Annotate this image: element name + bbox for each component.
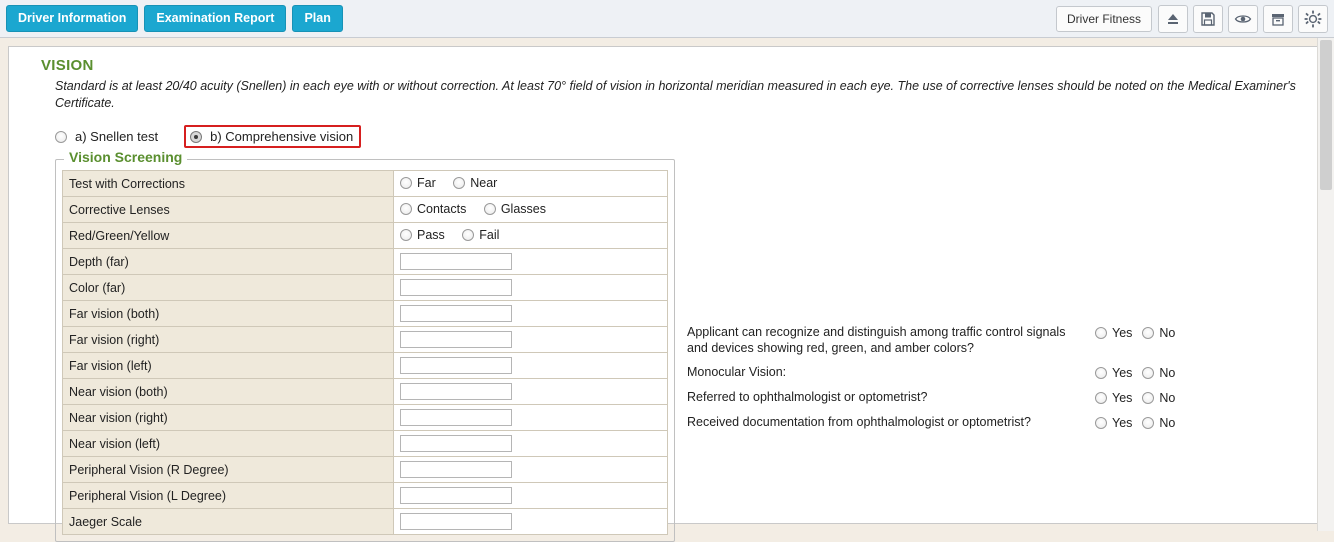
table-row xyxy=(63,483,668,509)
input-depth-far[interactable] xyxy=(400,253,512,270)
save-icon[interactable] xyxy=(1193,5,1223,33)
option-yes[interactable] xyxy=(1095,391,1132,405)
table-row xyxy=(63,457,668,483)
row-value xyxy=(394,275,668,301)
radio-no[interactable] xyxy=(1142,417,1154,429)
radio-snellen-test[interactable] xyxy=(55,131,67,143)
input-far-vision-both[interactable] xyxy=(400,305,512,322)
radio-no[interactable] xyxy=(1142,367,1154,379)
row-label: Near vision (left) xyxy=(63,431,394,457)
option-label: No xyxy=(1159,326,1176,340)
table-row xyxy=(63,353,668,379)
page-title: VISION xyxy=(41,57,94,74)
eject-icon[interactable] xyxy=(1158,5,1188,33)
tab-examination-report[interactable]: Examination Report xyxy=(144,5,286,32)
question-text: Applicant can recognize and distinguish among traffic control signals and devices showing red, green, and amber colors? xyxy=(687,325,1066,355)
table-row xyxy=(63,379,668,405)
radio-glasses[interactable] xyxy=(484,203,496,215)
question-options xyxy=(1095,325,1175,340)
row-value xyxy=(394,431,668,457)
table-row xyxy=(63,405,668,431)
table-row xyxy=(63,171,668,197)
vision-questions xyxy=(687,325,1227,439)
vertical-scrollbar[interactable] xyxy=(1317,38,1334,531)
vision-standard-note: Standard is at least 20/40 acuity (Snellen) in each eye with or without correction. At least 70° field of vision in horizontal meridian measured in each eye. The use of corrective lenses should be noted on the Medical Examiner's Certificate. xyxy=(55,79,1296,110)
option-label: Yes xyxy=(1112,415,1133,430)
option-far[interactable] xyxy=(400,176,436,190)
row-value xyxy=(394,483,668,509)
option-no[interactable] xyxy=(1142,366,1175,380)
row-label: Test with Corrections xyxy=(63,171,394,197)
option-label: Near xyxy=(470,175,498,190)
row-value xyxy=(394,353,668,379)
option-yes[interactable] xyxy=(1095,366,1132,380)
radio-near[interactable] xyxy=(453,177,465,189)
table-row xyxy=(63,327,668,353)
row-label: Depth (far) xyxy=(63,249,394,275)
option-label: Pass xyxy=(417,227,445,242)
vision-screening-fieldset xyxy=(55,149,675,542)
option-label: Yes xyxy=(1112,326,1133,340)
option-glasses[interactable] xyxy=(484,202,546,216)
row-label: Red/Green/Yellow xyxy=(63,223,394,249)
input-far-vision-left[interactable] xyxy=(400,357,512,374)
question-traffic-signals xyxy=(687,325,1227,356)
radio-fail[interactable] xyxy=(462,229,474,241)
row-value xyxy=(394,301,668,327)
option-label: No xyxy=(1159,415,1176,430)
label-comprehensive-vision: b) Comprehensive vision xyxy=(210,129,354,145)
option-label: No xyxy=(1159,366,1176,381)
option-no[interactable] xyxy=(1142,326,1175,340)
question-referred-ophthalmologist xyxy=(687,390,1227,406)
input-near-vision-both[interactable] xyxy=(400,383,512,400)
label-snellen-test: a) Snellen test xyxy=(75,129,159,145)
table-row xyxy=(63,431,668,457)
question-text: Received documentation from ophthalmologist or optometrist? xyxy=(687,414,1031,429)
radio-yes[interactable] xyxy=(1095,327,1107,339)
row-value xyxy=(394,197,668,223)
radio-far[interactable] xyxy=(400,177,412,189)
row-value xyxy=(394,327,668,353)
question-options xyxy=(1095,415,1175,430)
row-value xyxy=(394,223,668,249)
option-fail[interactable] xyxy=(462,228,499,242)
row-label: Jaeger Scale xyxy=(63,509,394,535)
option-label: No xyxy=(1159,390,1176,405)
top-toolbar xyxy=(0,0,1334,38)
question-received-documentation xyxy=(687,415,1227,431)
table-row xyxy=(63,197,668,223)
tab-plan[interactable]: Plan xyxy=(292,5,342,32)
row-value xyxy=(394,405,668,431)
driver-fitness-button[interactable]: Driver Fitness xyxy=(1056,6,1152,32)
table-row xyxy=(63,249,668,275)
row-label: Near vision (both) xyxy=(63,379,394,405)
vision-mode-selector xyxy=(55,126,1307,148)
radio-no[interactable] xyxy=(1142,392,1154,404)
row-value xyxy=(394,171,668,197)
row-label: Corrective Lenses xyxy=(63,197,394,223)
option-pass[interactable] xyxy=(400,228,445,242)
radio-comprehensive-vision[interactable] xyxy=(190,131,202,143)
radio-yes[interactable] xyxy=(1095,392,1107,404)
radio-no[interactable] xyxy=(1142,327,1154,339)
row-label: Far vision (right) xyxy=(63,327,394,353)
scrollbar-thumb[interactable] xyxy=(1320,40,1332,190)
option-label: Yes xyxy=(1112,366,1133,381)
option-label: Yes xyxy=(1112,390,1133,405)
input-near-vision-right[interactable] xyxy=(400,409,512,426)
radio-yes[interactable] xyxy=(1095,417,1107,429)
input-peripheral-vision-l[interactable] xyxy=(400,487,512,504)
row-value xyxy=(394,379,668,405)
question-monocular-vision xyxy=(687,365,1227,381)
row-label: Far vision (both) xyxy=(63,301,394,327)
tab-driver-information[interactable]: Driver Information xyxy=(6,5,138,32)
option-label: Glasses xyxy=(500,201,546,216)
radio-contacts[interactable] xyxy=(400,203,412,215)
row-label: Color (far) xyxy=(63,275,394,301)
option-label: Fail xyxy=(479,227,500,242)
input-jaeger-scale[interactable] xyxy=(400,513,512,530)
input-peripheral-vision-r[interactable] xyxy=(400,461,512,478)
input-far-vision-right[interactable] xyxy=(400,331,512,348)
option-near[interactable] xyxy=(453,176,497,190)
radio-yes[interactable] xyxy=(1095,367,1107,379)
option-no[interactable] xyxy=(1142,416,1175,430)
question-options xyxy=(1095,365,1175,380)
option-label: Far xyxy=(417,175,436,190)
input-color-far[interactable] xyxy=(400,279,512,296)
option-yes[interactable] xyxy=(1095,416,1132,430)
table-row xyxy=(63,301,668,327)
input-near-vision-left[interactable] xyxy=(400,435,512,452)
toolbar-actions xyxy=(1056,5,1328,33)
row-label: Far vision (left) xyxy=(63,353,394,379)
table-row xyxy=(63,275,668,301)
question-options xyxy=(1095,390,1175,405)
option-no[interactable] xyxy=(1142,391,1175,405)
option-yes[interactable] xyxy=(1095,326,1132,340)
row-label: Peripheral Vision (R Degree) xyxy=(63,457,394,483)
row-value xyxy=(394,457,668,483)
question-text: Referred to ophthalmologist or optometrist? xyxy=(687,389,928,404)
row-value xyxy=(394,249,668,275)
eye-icon[interactable] xyxy=(1228,5,1258,33)
radio-pass[interactable] xyxy=(400,229,412,241)
option-label: Contacts xyxy=(417,201,467,216)
option-contacts[interactable] xyxy=(400,202,466,216)
row-label: Peripheral Vision (L Degree) xyxy=(63,483,394,509)
row-label: Near vision (right) xyxy=(63,405,394,431)
vision-panel xyxy=(8,46,1318,529)
gear-icon[interactable] xyxy=(1298,5,1328,33)
vision-screening-table xyxy=(62,170,668,535)
table-row xyxy=(63,223,668,249)
archive-icon[interactable] xyxy=(1263,5,1293,33)
vision-screening-legend: Vision Screening xyxy=(64,149,187,165)
question-text: Monocular Vision: xyxy=(687,365,787,380)
comprehensive-vision-highlight xyxy=(184,125,361,148)
